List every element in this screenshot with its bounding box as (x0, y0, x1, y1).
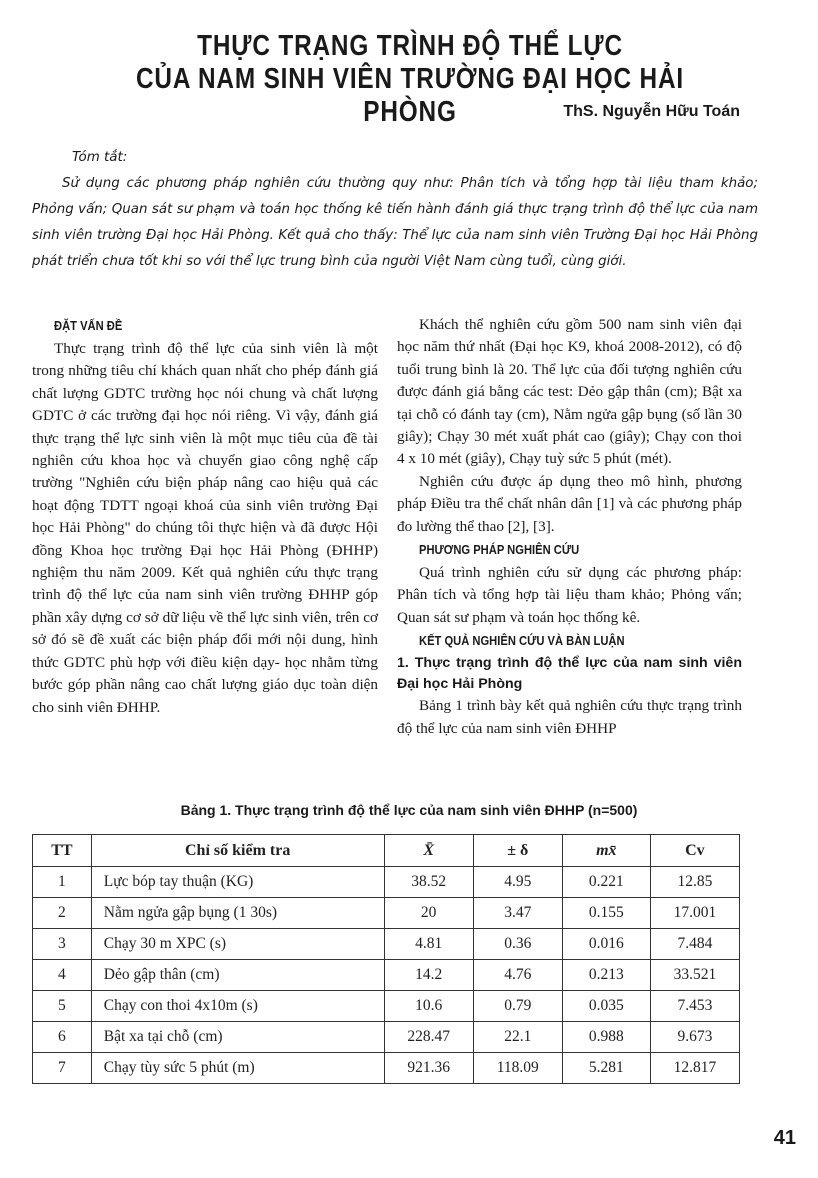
abstract (32, 145, 758, 275)
cell-cv: 12.817 (650, 1053, 739, 1084)
cell-std-dev: 118.09 (473, 1053, 562, 1084)
cell-mean: 10.6 (384, 991, 473, 1022)
page-number: 41 (773, 1127, 796, 1149)
cell-cv: 7.484 (650, 929, 739, 960)
cell-std-error: 0.988 (562, 1022, 650, 1053)
header-std-error: mx̄ (562, 835, 650, 867)
cell-std-error: 0.155 (562, 898, 650, 929)
article-title-line1: THỰC TRẠNG TRÌNH ĐỘ THỂ LỰC (197, 30, 623, 62)
cell-indicator: Nằm ngửa gập bụng (1 30s) (91, 898, 384, 929)
cell-std-dev: 4.95 (473, 867, 562, 898)
cell-tt: 2 (33, 898, 92, 929)
section-heading-results: KẾT QUẢ NGHIÊN CỨU VÀ BÀN LUẬN (419, 633, 625, 649)
right-column (397, 314, 742, 740)
section-heading-methods: PHƯƠNG PHÁP NGHIÊN CỨU (419, 542, 580, 558)
table-caption: Bảng 1. Thực trạng trình độ thể lực của nam sinh viên ĐHHP (n=500) (180, 802, 638, 818)
cell-tt: 6 (33, 1022, 92, 1053)
cell-indicator: Chạy con thoi 4x10m (s) (91, 991, 384, 1022)
abstract-body: Sử dụng các phương pháp nghiên cứu thường quy như: Phân tích và tổng hợp tài liệu tham khảo; Phỏng vấn; Quan sát sư phạm và toán học thống kê tiến hành đánh giá thực trạng trình độ thể lực của nam sinh viên trường Đại học Hải Phòng. Kết quả cho thấy: Thể lực của nam sinh viên Trường Đại học Hải Phòng phát triển chưa tốt khi so với thể lực trung bình của người Việt Nam cùng tuổi, cùng giới. (32, 176, 758, 269)
section-heading-problem: ĐẶT VẤN ĐỀ (54, 318, 123, 333)
table-row (33, 929, 740, 960)
table-row (33, 960, 740, 991)
section-text-problem: Thực trạng trình độ thể lực của sinh viên là một trong những tiêu chí khách quan nhất cho phép đánh giá chất lượng GDTC trường học nói chung và chất lượng GDTC ở các trường đại học nói riêng. Vì vậy, đánh giá thực trạng thể lực sinh viên là một mục tiêu của đề tài nghiên cứu khoa học và chuyển giao công nghệ cấp trường "Nghiên cứu biện pháp nâng cao hiệu quả các hoạt động TDTT ngoại khoá của sinh viên trường Đại học Hải Phòng" do chúng tôi thực hiện và đã được Hội đồng Khoa học trường Đại học Hải Phòng (ĐHHP) nghiệm thu năm 2009. Kết quả nghiên cứu thực trạng trình độ thể lực của nam sinh viên trường ĐHHP góp phần xây dựng cơ sở dữ liệu về thể lực sinh viên, trên cơ sở đó sẽ đề xuất các biện pháp đổi mới nội dung, hình thức GDTC phù hợp với điều kiện dạy- học nhằm từng bước góp phần nâng cao chất lượng giáo dục toàn diện cho sinh viên ĐHHP. (32, 340, 378, 716)
cell-mean: 921.36 (384, 1053, 473, 1084)
table-row (33, 991, 740, 1022)
subsection-heading-results: 1. Thực trạng trình độ thể lực của nam sinh viên Đại học Hải Phòng (397, 655, 742, 693)
cell-indicator: Chạy tùy sức 5 phút (m) (91, 1053, 384, 1084)
table-row (33, 1053, 740, 1084)
cell-mean: 20 (384, 898, 473, 929)
cell-cv: 9.673 (650, 1022, 739, 1053)
table-row (33, 898, 740, 929)
cell-std-dev: 4.76 (473, 960, 562, 991)
paragraph-methods-model: Nghiên cứu được áp dụng theo mô hình, phương pháp Điều tra thể chất nhân dân [1] và các phương pháp đo lường thể thao [2], [3]. (397, 472, 742, 535)
header-mean: X̄ (384, 835, 473, 867)
cell-std-dev: 22.1 (473, 1022, 562, 1053)
cell-cv: 12.85 (650, 867, 739, 898)
cell-indicator: Dẻo gập thân (cm) (91, 960, 384, 991)
left-column (32, 314, 378, 719)
header-tt: TT (33, 835, 92, 867)
cell-tt: 7 (33, 1053, 92, 1084)
cell-mean: 4.81 (384, 929, 473, 960)
cell-std-error: 0.016 (562, 929, 650, 960)
cell-std-error: 0.213 (562, 960, 650, 991)
cell-std-dev: 0.36 (473, 929, 562, 960)
cell-cv: 33.521 (650, 960, 739, 991)
header-indicator: Chỉ số kiểm tra (91, 835, 384, 867)
cell-std-error: 5.281 (562, 1053, 650, 1084)
header-cv: Cv (650, 835, 739, 867)
table-row (33, 1022, 740, 1053)
cell-indicator: Lực bóp tay thuận (KG) (91, 867, 384, 898)
author-name: ThS. Nguyễn Hữu Toán (563, 103, 740, 120)
paragraph-subjects: Khách thể nghiên cứu gồm 500 nam sinh viên đại học năm thứ nhất (Đại học K9, khoá 2008-2012), có độ tuổi trung bình là 20. Thể lực của đối tượng nghiên cứu được đánh giá bằng các test: Dẻo gập thân (cm); Bật xa tại chỗ có đánh tay (cm), Nằm ngửa gập bụng (số lần 30 giây); Chạy 30 mét xuất phát cao (giây); Chạy con thoi 4 x 10 mét (giây), Chạy tuỳ sức 5 phút (mét). (397, 316, 742, 468)
cell-tt: 4 (33, 960, 92, 991)
header-std-dev: ± δ (473, 835, 562, 867)
table-row (33, 867, 740, 898)
cell-std-error: 0.221 (562, 867, 650, 898)
cell-tt: 5 (33, 991, 92, 1022)
results-table (32, 834, 740, 1084)
cell-std-error: 0.035 (562, 991, 650, 1022)
cell-cv: 17.001 (650, 898, 739, 929)
table-header-row (33, 835, 740, 867)
cell-std-dev: 3.47 (473, 898, 562, 929)
cell-std-dev: 0.79 (473, 991, 562, 1022)
abstract-heading: Tóm tắt: (72, 150, 128, 165)
cell-tt: 1 (33, 867, 92, 898)
article-title-line2: CỦA NAM SINH VIÊN TRƯỜNG ĐẠI HỌC HẢI PHÒNG (135, 63, 685, 128)
cell-indicator: Chạy 30 m XPC (s) (91, 929, 384, 960)
cell-tt: 3 (33, 929, 92, 960)
cell-mean: 38.52 (384, 867, 473, 898)
cell-cv: 7.453 (650, 991, 739, 1022)
cell-mean: 228.47 (384, 1022, 473, 1053)
cell-indicator: Bật xa tại chỗ (cm) (91, 1022, 384, 1053)
cell-mean: 14.2 (384, 960, 473, 991)
section-text-results: Bảng 1 trình bày kết quả nghiên cứu thực trạng trình độ thể lực của nam sinh viên ĐHHP (397, 697, 742, 737)
section-text-methods: Quá trình nghiên cứu sử dụng các phương pháp: Phân tích và tổng hợp tài liệu tham khảo; Phỏng vấn; Quan sát sư phạm và toán học thống kê. (397, 564, 742, 626)
